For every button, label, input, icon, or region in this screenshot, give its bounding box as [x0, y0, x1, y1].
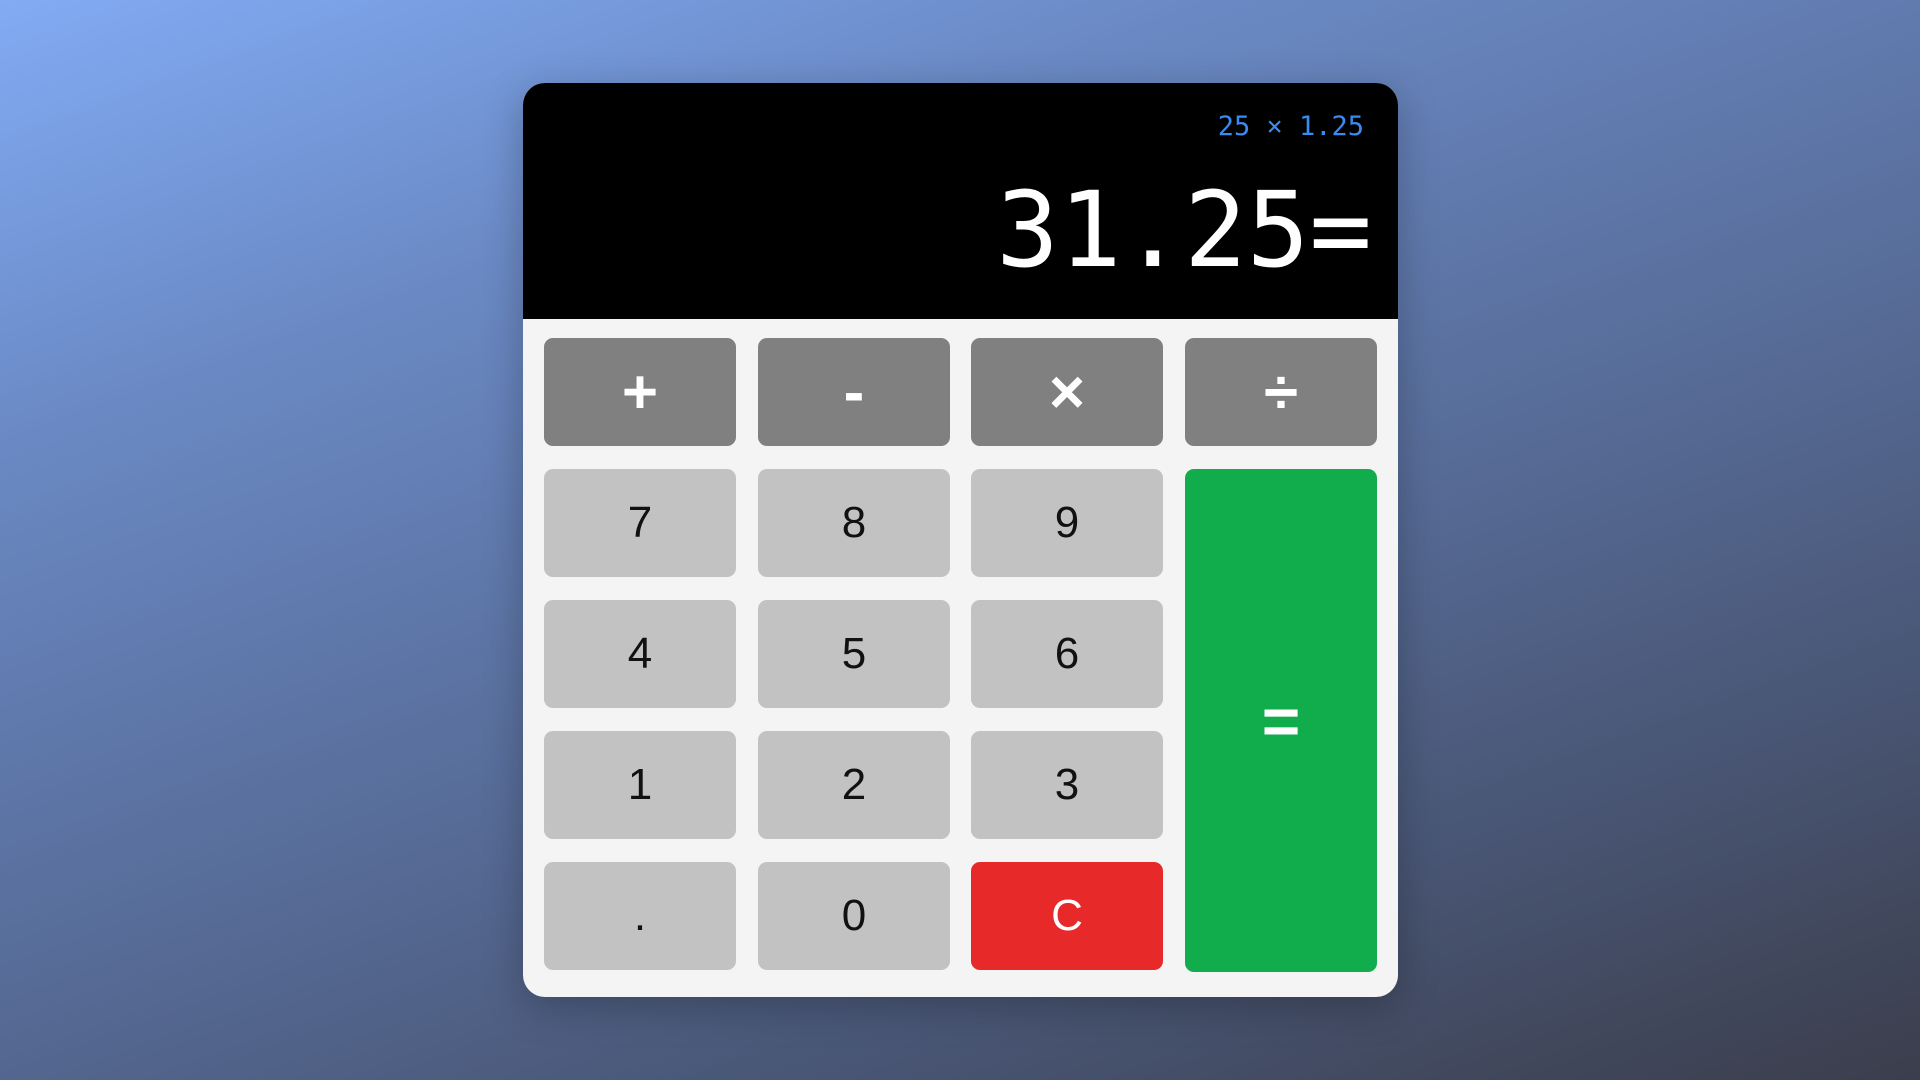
decimal-button[interactable]: . [544, 862, 736, 970]
calculator [523, 83, 1398, 997]
digit-8-button[interactable]: 8 [758, 469, 950, 577]
equals-button[interactable]: = [1185, 469, 1377, 972]
multiply-button[interactable]: × [971, 338, 1163, 446]
keypad [523, 319, 1398, 997]
result-value: 31.25 [996, 169, 1310, 291]
digit-4-button[interactable]: 4 [544, 600, 736, 708]
add-button[interactable]: + [544, 338, 736, 446]
result-equals-sign: = [1309, 169, 1372, 291]
subtract-button[interactable]: - [758, 338, 950, 446]
digit-0-button[interactable]: 0 [758, 862, 950, 970]
digit-2-button[interactable]: 2 [758, 731, 950, 839]
divide-button[interactable]: ÷ [1185, 338, 1377, 446]
digit-9-button[interactable]: 9 [971, 469, 1163, 577]
clear-button[interactable]: C [971, 862, 1163, 970]
digit-7-button[interactable]: 7 [544, 469, 736, 577]
digit-5-button[interactable]: 5 [758, 600, 950, 708]
digit-6-button[interactable]: 6 [971, 600, 1163, 708]
digit-3-button[interactable]: 3 [971, 731, 1163, 839]
expression-readout: 25 × 1.25 [1217, 111, 1364, 142]
display-panel [523, 83, 1398, 319]
digit-1-button[interactable]: 1 [544, 731, 736, 839]
result-line [996, 165, 1372, 295]
